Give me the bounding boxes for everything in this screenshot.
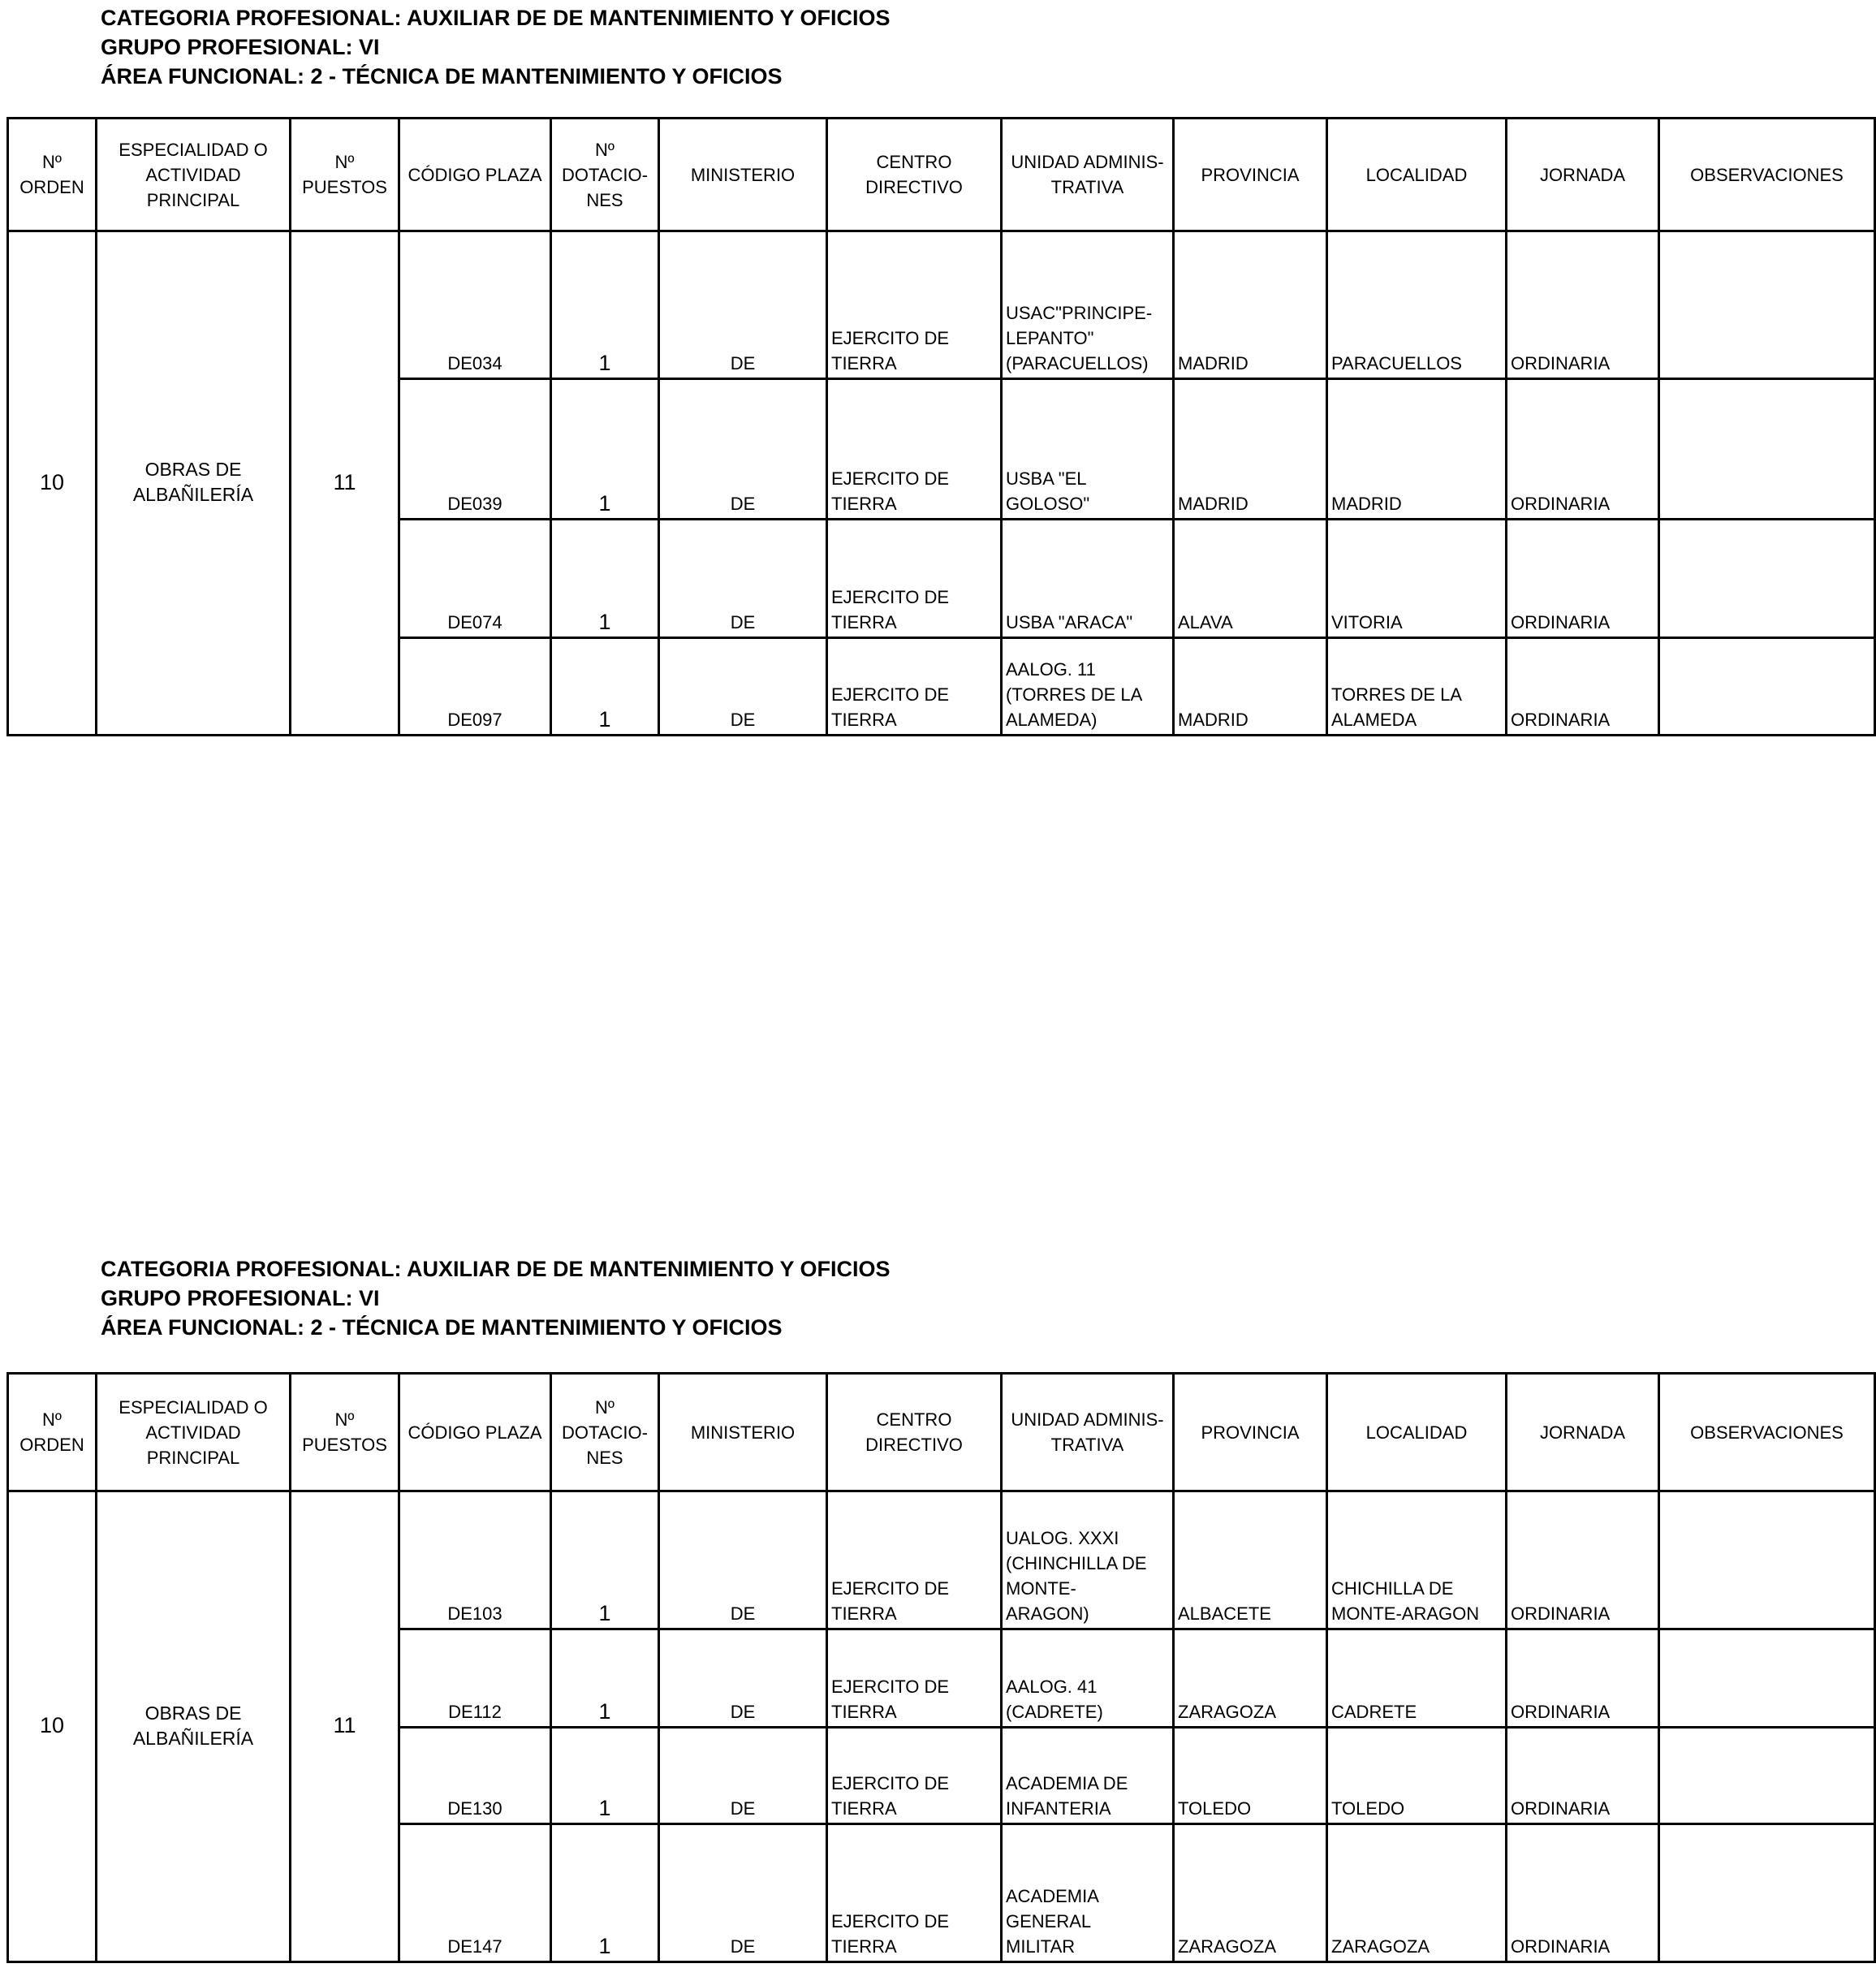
column-header: MINISTERIO xyxy=(659,1374,827,1491)
ministerio-cell: DE xyxy=(659,1728,827,1824)
provincia-cell: TOLEDO xyxy=(1174,1728,1327,1824)
table-header-row xyxy=(8,119,1875,231)
column-header: PROVINCIA xyxy=(1174,119,1327,231)
puestos-cell: 11 xyxy=(291,231,399,736)
column-header: Nº PUESTOS xyxy=(291,1374,399,1491)
ministerio-cell: DE xyxy=(659,379,827,520)
jornada-cell: ORDINARIA xyxy=(1507,520,1659,638)
observaciones-cell xyxy=(1659,1629,1875,1728)
column-header: LOCALIDAD xyxy=(1327,119,1507,231)
codigo-cell: DE147 xyxy=(399,1824,551,1962)
centro-cell: EJERCITO DE TIERRA xyxy=(827,1728,1002,1824)
ministerio-cell: DE xyxy=(659,231,827,379)
provincia-cell: MADRID xyxy=(1174,379,1327,520)
observaciones-cell xyxy=(1659,520,1875,638)
unidad-cell: AALOG. 41 (CADRETE) xyxy=(1002,1629,1174,1728)
centro-cell: EJERCITO DE TIERRA xyxy=(827,520,1002,638)
column-header: Nº ORDEN xyxy=(8,1374,97,1491)
heading-area: ÁREA FUNCIONAL: 2 - TÉCNICA DE MANTENIMIENTO Y OFICIOS xyxy=(101,1315,783,1340)
codigo-cell: DE130 xyxy=(399,1728,551,1824)
localidad-cell: CHICHILLA DE MONTE-ARAGON xyxy=(1327,1491,1507,1629)
column-header: OBSERVACIONES xyxy=(1659,1374,1875,1491)
column-header: UNIDAD ADMINIS- TRATIVA xyxy=(1002,119,1174,231)
localidad-cell: VITORIA xyxy=(1327,520,1507,638)
heading-categoria: CATEGORIA PROFESIONAL: AUXILIAR DE DE MANTENIMIENTO Y OFICIOS xyxy=(101,6,891,30)
observaciones-cell xyxy=(1659,1824,1875,1962)
column-header: UNIDAD ADMINIS- TRATIVA xyxy=(1002,1374,1174,1491)
centro-cell: EJERCITO DE TIERRA xyxy=(827,1491,1002,1629)
positions-table xyxy=(6,117,1876,736)
provincia-cell: ZARAGOZA xyxy=(1174,1629,1327,1728)
provincia-cell: MADRID xyxy=(1174,231,1327,379)
column-header: CÓDIGO PLAZA xyxy=(399,1374,551,1491)
column-header: Nº DOTACIO- NES xyxy=(551,1374,659,1491)
heading-categoria: CATEGORIA PROFESIONAL: AUXILIAR DE DE MANTENIMIENTO Y OFICIOS xyxy=(101,1257,891,1281)
observaciones-cell xyxy=(1659,231,1875,379)
dotaciones-cell: 1 xyxy=(551,520,659,638)
centro-cell: EJERCITO DE TIERRA xyxy=(827,638,1002,736)
jornada-cell: ORDINARIA xyxy=(1507,1629,1659,1728)
centro-cell: EJERCITO DE TIERRA xyxy=(827,379,1002,520)
codigo-cell: DE097 xyxy=(399,638,551,736)
jornada-cell: ORDINARIA xyxy=(1507,638,1659,736)
column-header: Nº ORDEN xyxy=(8,119,97,231)
centro-cell: EJERCITO DE TIERRA xyxy=(827,1629,1002,1728)
column-header: Nº PUESTOS xyxy=(291,119,399,231)
section-heading xyxy=(101,1254,891,1342)
column-header: OBSERVACIONES xyxy=(1659,119,1875,231)
jornada-cell: ORDINARIA xyxy=(1507,1824,1659,1962)
jornada-cell: ORDINARIA xyxy=(1507,1728,1659,1824)
jornada-cell: ORDINARIA xyxy=(1507,231,1659,379)
especialidad-cell: OBRAS DE ALBAÑILERÍA xyxy=(97,1491,291,1962)
observaciones-cell xyxy=(1659,379,1875,520)
unidad-cell: USAC"PRINCIPE- LEPANTO" (PARACUELLOS) xyxy=(1002,231,1174,379)
column-header: JORNADA xyxy=(1507,1374,1659,1491)
column-header: CÓDIGO PLAZA xyxy=(399,119,551,231)
provincia-cell: MADRID xyxy=(1174,638,1327,736)
table-header-row xyxy=(8,1374,1875,1491)
positions-table xyxy=(6,1372,1876,1963)
ministerio-cell: DE xyxy=(659,1629,827,1728)
codigo-cell: DE074 xyxy=(399,520,551,638)
codigo-cell: DE103 xyxy=(399,1491,551,1629)
centro-cell: EJERCITO DE TIERRA xyxy=(827,1824,1002,1962)
ministerio-cell: DE xyxy=(659,1824,827,1962)
unidad-cell: USBA "ARACA" xyxy=(1002,520,1174,638)
dotaciones-cell: 1 xyxy=(551,1728,659,1824)
codigo-cell: DE039 xyxy=(399,379,551,520)
column-header: MINISTERIO xyxy=(659,119,827,231)
ministerio-cell: DE xyxy=(659,638,827,736)
column-header: ESPECIALIDAD O ACTIVIDAD PRINCIPAL xyxy=(97,119,291,231)
column-header: PROVINCIA xyxy=(1174,1374,1327,1491)
localidad-cell: MADRID xyxy=(1327,379,1507,520)
dotaciones-cell: 1 xyxy=(551,379,659,520)
heading-grupo: GRUPO PROFESIONAL: VI xyxy=(101,1286,380,1310)
localidad-cell: TORRES DE LA ALAMEDA xyxy=(1327,638,1507,736)
unidad-cell: ACADEMIA GENERAL MILITAR xyxy=(1002,1824,1174,1962)
unidad-cell: ACADEMIA DE INFANTERIA xyxy=(1002,1728,1174,1824)
codigo-cell: DE112 xyxy=(399,1629,551,1728)
section-heading xyxy=(101,3,891,91)
observaciones-cell xyxy=(1659,638,1875,736)
column-header: CENTRO DIRECTIVO xyxy=(827,1374,1002,1491)
column-header: Nº DOTACIO- NES xyxy=(551,119,659,231)
provincia-cell: ZARAGOZA xyxy=(1174,1824,1327,1962)
heading-grupo: GRUPO PROFESIONAL: VI xyxy=(101,35,380,59)
table-row xyxy=(8,1491,1875,1629)
localidad-cell: TOLEDO xyxy=(1327,1728,1507,1824)
centro-cell: EJERCITO DE TIERRA xyxy=(827,231,1002,379)
dotaciones-cell: 1 xyxy=(551,1491,659,1629)
orden-cell: 10 xyxy=(8,1491,97,1962)
puestos-cell: 11 xyxy=(291,1491,399,1962)
dotaciones-cell: 1 xyxy=(551,1824,659,1962)
table-row xyxy=(8,231,1875,379)
dotaciones-cell: 1 xyxy=(551,638,659,736)
observaciones-cell xyxy=(1659,1728,1875,1824)
heading-area: ÁREA FUNCIONAL: 2 - TÉCNICA DE MANTENIMIENTO Y OFICIOS xyxy=(101,64,783,88)
orden-cell: 10 xyxy=(8,231,97,736)
dotaciones-cell: 1 xyxy=(551,231,659,379)
localidad-cell: CADRETE xyxy=(1327,1629,1507,1728)
jornada-cell: ORDINARIA xyxy=(1507,379,1659,520)
codigo-cell: DE034 xyxy=(399,231,551,379)
column-header: ESPECIALIDAD O ACTIVIDAD PRINCIPAL xyxy=(97,1374,291,1491)
ministerio-cell: DE xyxy=(659,520,827,638)
jornada-cell: ORDINARIA xyxy=(1507,1491,1659,1629)
unidad-cell: AALOG. 11 (TORRES DE LA ALAMEDA) xyxy=(1002,638,1174,736)
column-header: CENTRO DIRECTIVO xyxy=(827,119,1002,231)
especialidad-cell: OBRAS DE ALBAÑILERÍA xyxy=(97,231,291,736)
localidad-cell: ZARAGOZA xyxy=(1327,1824,1507,1962)
observaciones-cell xyxy=(1659,1491,1875,1629)
dotaciones-cell: 1 xyxy=(551,1629,659,1728)
unidad-cell: UALOG. XXXI (CHINCHILLA DE MONTE- ARAGON) xyxy=(1002,1491,1174,1629)
provincia-cell: ALAVA xyxy=(1174,520,1327,638)
unidad-cell: USBA "EL GOLOSO" xyxy=(1002,379,1174,520)
column-header: LOCALIDAD xyxy=(1327,1374,1507,1491)
column-header: JORNADA xyxy=(1507,119,1659,231)
localidad-cell: PARACUELLOS xyxy=(1327,231,1507,379)
ministerio-cell: DE xyxy=(659,1491,827,1629)
provincia-cell: ALBACETE xyxy=(1174,1491,1327,1629)
